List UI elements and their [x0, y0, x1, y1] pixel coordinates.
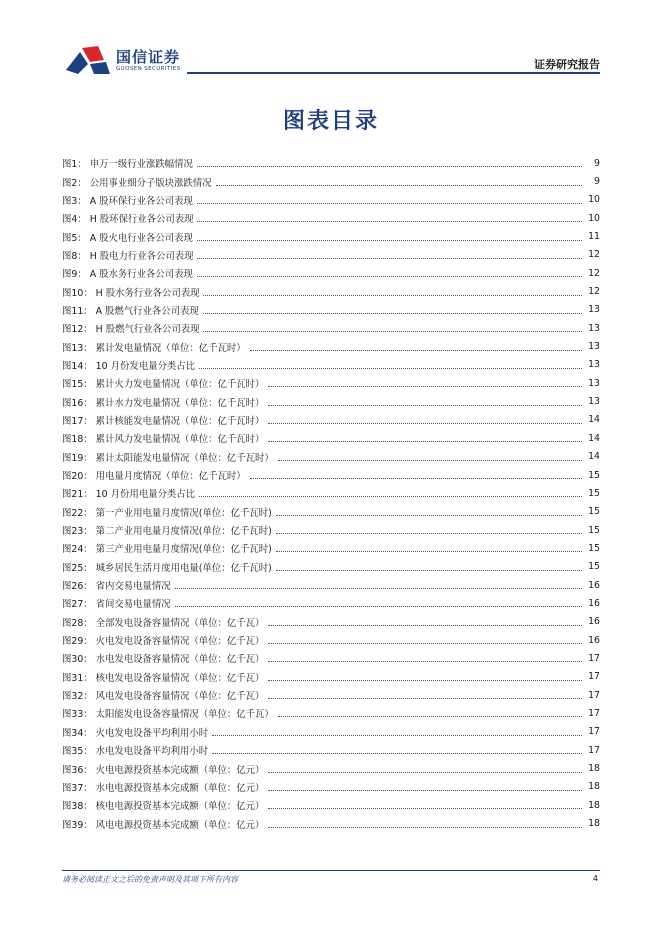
toc-entry-label: 图19： 累计太阳能发电量情况（单位：亿千瓦时） — [62, 452, 274, 464]
toc-entry-label: 图31： 核电发电设备容量情况（单位：亿千瓦） — [62, 672, 265, 684]
toc-entry-page: 14 — [588, 432, 600, 444]
toc-entry-label: 图25： 城乡居民生活月度用电量(单位：亿千瓦时) — [62, 562, 272, 574]
figure-toc-list — [62, 154, 600, 833]
toc-dot-leader — [197, 203, 582, 204]
report-type-label: 证券研究报告 — [534, 58, 600, 71]
toc-entry-page: 15 — [588, 524, 600, 536]
toc-entry-label: 图14： 10 月份发电量分类占比 — [62, 360, 195, 372]
toc-entry[interactable] — [62, 227, 600, 245]
toc-entry[interactable] — [62, 649, 600, 667]
toc-entry-page: 10 — [588, 194, 600, 206]
toc-dot-leader — [175, 606, 582, 607]
toc-entry-page: 13 — [588, 377, 600, 389]
toc-dot-leader — [199, 496, 582, 497]
toc-entry-page: 18 — [588, 818, 600, 830]
toc-entry-label: 图20： 用电量月度情况（单位：亿千瓦时） — [62, 471, 246, 483]
toc-entry[interactable] — [62, 484, 600, 502]
toc-entry-label: 图29： 火电发电设备容量情况（单位：亿千瓦） — [62, 636, 265, 648]
toc-entry[interactable] — [62, 796, 600, 814]
toc-entry-page: 10 — [588, 212, 600, 224]
toc-entry-label: 图8： H 股电力行业各公司表现 — [62, 250, 194, 262]
toc-dot-leader — [203, 295, 582, 296]
toc-entry[interactable] — [62, 264, 600, 282]
toc-entry-label: 图32： 风电发电设备容量情况（单位：亿千瓦） — [62, 691, 265, 703]
toc-entry-page: 13 — [588, 304, 600, 316]
toc-entry-page: 17 — [588, 726, 600, 738]
toc-dot-leader — [199, 368, 582, 369]
toc-entry-label: 图2： 公用事业细分子版块涨跌情况 — [62, 177, 212, 189]
toc-entry-label: 图16： 累计水力发电量情况（单位：亿千瓦时） — [62, 397, 265, 409]
toc-dot-leader — [175, 588, 582, 589]
toc-entry[interactable] — [62, 282, 600, 300]
toc-dot-leader — [197, 221, 582, 222]
toc-entry-label: 图4： H 股环保行业各公司表现 — [62, 214, 194, 226]
toc-entry[interactable] — [62, 539, 600, 557]
toc-entry-label: 图18： 累计风力发电量情况（单位：亿千瓦时） — [62, 434, 265, 446]
toc-entry-page: 18 — [588, 763, 600, 775]
header-divider — [187, 72, 600, 74]
toc-entry-label: 图13： 累计发电量情况（单位：亿千瓦时） — [62, 342, 246, 354]
toc-entry-page: 15 — [588, 469, 600, 481]
toc-entry[interactable] — [62, 759, 600, 777]
toc-dot-leader — [250, 478, 582, 479]
toc-entry[interactable] — [62, 209, 600, 227]
toc-entry-label: 图35： 水电发电设备平均利用小时 — [62, 746, 209, 758]
toc-entry[interactable] — [62, 778, 600, 796]
toc-entry-label: 图23： 第二产业用电量月度情况(单位：亿千瓦时) — [62, 526, 272, 538]
toc-dot-leader — [268, 790, 582, 791]
footer-page-number: 4 — [592, 874, 598, 883]
toc-entry[interactable] — [62, 356, 600, 374]
toc-entry-label: 图24： 第三产业用电量月度情况(单位：亿千瓦时) — [62, 544, 272, 556]
toc-entry-page: 9 — [594, 176, 600, 188]
toc-entry-page: 15 — [588, 487, 600, 499]
toc-entry-page: 11 — [588, 231, 600, 243]
toc-entry-page: 12 — [588, 267, 600, 279]
toc-entry-label: 图17： 累计核能发电量情况（单位：亿千瓦时） — [62, 415, 265, 427]
toc-entry-label: 图26： 省内交易电量情况 — [62, 581, 171, 593]
toc-entry-label: 图30： 水电发电设备容量情况（单位：亿千瓦） — [62, 654, 265, 666]
toc-dot-leader — [203, 331, 582, 332]
toc-entry[interactable] — [62, 191, 600, 209]
toc-entry-label: 图12： H 股燃气行业各公司表现 — [62, 324, 200, 336]
toc-entry-page: 13 — [588, 341, 600, 353]
toc-entry[interactable] — [62, 411, 600, 429]
toc-dot-leader — [278, 460, 582, 461]
toc-entry-label: 图11： A 股燃气行业各公司表现 — [62, 305, 199, 317]
toc-dot-leader — [268, 643, 582, 644]
toc-dot-leader — [268, 698, 582, 699]
toc-entry[interactable] — [62, 301, 600, 319]
toc-entry-page: 15 — [588, 506, 600, 518]
toc-dot-leader — [268, 772, 582, 773]
toc-entry[interactable] — [62, 741, 600, 759]
toc-entry[interactable] — [62, 814, 600, 832]
toc-entry[interactable] — [62, 558, 600, 576]
toc-entry-page: 12 — [588, 286, 600, 298]
toc-entry-page: 15 — [588, 542, 600, 554]
toc-dot-leader — [216, 185, 582, 186]
toc-dot-leader — [197, 240, 582, 241]
toc-dot-leader — [268, 680, 582, 681]
toc-dot-leader — [212, 735, 582, 736]
toc-entry-page: 17 — [588, 707, 600, 719]
toc-entry[interactable] — [62, 723, 600, 741]
toc-entry[interactable] — [62, 392, 600, 410]
footer-divider — [62, 870, 600, 871]
toc-entry[interactable] — [62, 319, 600, 337]
toc-entry-label: 图27： 省间交易电量情况 — [62, 599, 171, 611]
logo-chinese-name: 国信证券 — [116, 48, 181, 66]
toc-entry-page: 16 — [588, 579, 600, 591]
toc-entry-label: 图15： 累计火力发电量情况（单位：亿千瓦时） — [62, 379, 265, 391]
toc-entry-page: 17 — [588, 744, 600, 756]
toc-entry[interactable] — [62, 172, 600, 190]
toc-entry-page: 17 — [588, 652, 600, 664]
toc-dot-leader — [278, 716, 582, 717]
toc-dot-leader — [250, 350, 582, 351]
toc-entry-page: 13 — [588, 396, 600, 408]
toc-dot-leader — [203, 313, 582, 314]
toc-entry[interactable] — [62, 704, 600, 722]
toc-dot-leader — [197, 258, 582, 259]
toc-dot-leader — [268, 405, 582, 406]
toc-entry-page: 15 — [588, 561, 600, 573]
toc-entry-page: 16 — [588, 616, 600, 628]
toc-dot-leader — [268, 386, 582, 387]
toc-entry[interactable] — [62, 429, 600, 447]
toc-entry-label: 图33： 太阳能发电设备容量情况（单位：亿千瓦） — [62, 709, 274, 721]
toc-entry-page: 14 — [588, 451, 600, 463]
toc-dot-leader — [268, 827, 582, 828]
toc-entry-page: 14 — [588, 414, 600, 426]
toc-entry-label: 图5： A 股火电行业各公司表现 — [62, 232, 193, 244]
toc-entry-label: 图36： 火电电源投资基本完成额（单位：亿元） — [62, 764, 265, 776]
toc-entry-label: 图37： 水电电源投资基本完成额（单位：亿元） — [62, 782, 265, 794]
toc-entry-page: 13 — [588, 359, 600, 371]
toc-entry-page: 9 — [594, 157, 600, 169]
toc-entry[interactable] — [62, 466, 600, 484]
toc-dot-leader — [212, 753, 582, 754]
toc-dot-leader — [197, 276, 582, 277]
toc-entry[interactable] — [62, 337, 600, 355]
toc-entry-label: 图3： A 股环保行业各公司表现 — [62, 195, 193, 207]
toc-dot-leader — [268, 808, 582, 809]
toc-entry-label: 图22： 第一产业用电量月度情况(单位：亿千瓦时) — [62, 507, 272, 519]
toc-entry-label: 图21： 10 月份用电量分类占比 — [62, 489, 195, 501]
toc-entry-page: 18 — [588, 799, 600, 811]
toc-dot-leader — [268, 441, 582, 442]
toc-entry-page: 12 — [588, 249, 600, 261]
toc-entry-label: 图39： 风电电源投资基本完成额（单位：亿元） — [62, 819, 265, 831]
toc-entry[interactable] — [62, 503, 600, 521]
toc-entry[interactable] — [62, 594, 600, 612]
toc-entry[interactable] — [62, 576, 600, 594]
toc-entry-page: 16 — [588, 634, 600, 646]
toc-entry[interactable] — [62, 448, 600, 466]
page-title: 图表目录 — [282, 109, 379, 134]
toc-entry-page: 17 — [588, 689, 600, 701]
guosen-logo — [64, 44, 186, 78]
toc-entry[interactable] — [62, 631, 600, 649]
toc-entry[interactable] — [62, 613, 600, 631]
toc-dot-leader — [276, 551, 582, 552]
toc-entry-page: 16 — [588, 597, 600, 609]
toc-dot-leader — [197, 166, 582, 167]
toc-dot-leader — [268, 661, 582, 662]
toc-entry-page: 13 — [588, 322, 600, 334]
toc-entry-page: 18 — [588, 781, 600, 793]
toc-dot-leader — [276, 515, 582, 516]
page-header — [0, 0, 662, 80]
toc-entry-label: 图28： 全部发电设备容量情况（单位：亿千瓦） — [62, 617, 265, 629]
toc-entry-label: 图1： 申万一级行业涨跌幅情况 — [62, 159, 193, 171]
toc-entry[interactable] — [62, 686, 600, 704]
toc-dot-leader — [276, 570, 582, 571]
toc-entry[interactable] — [62, 246, 600, 264]
toc-entry[interactable] — [62, 668, 600, 686]
toc-entry[interactable] — [62, 374, 600, 392]
toc-entry-page: 17 — [588, 671, 600, 683]
toc-entry[interactable] — [62, 154, 600, 172]
toc-dot-leader — [268, 423, 582, 424]
toc-entry-label: 图38： 核电电源投资基本完成额（单位：亿元） — [62, 801, 265, 813]
toc-entry[interactable] — [62, 521, 600, 539]
toc-entry-label: 图10： H 股水务行业各公司表现 — [62, 287, 200, 299]
logo-mark-icon — [64, 44, 112, 76]
footer-disclaimer: 请务必阅读正文之后的免责声明及其项下所有内容 — [62, 875, 238, 884]
toc-dot-leader — [276, 533, 582, 534]
logo-english-name: GUOSEN SECURITIES — [116, 66, 181, 72]
toc-entry-label: 图34： 火电发电设备平均利用小时 — [62, 727, 209, 739]
toc-entry-label: 图9： A 股水务行业各公司表现 — [62, 269, 193, 281]
toc-dot-leader — [268, 625, 582, 626]
